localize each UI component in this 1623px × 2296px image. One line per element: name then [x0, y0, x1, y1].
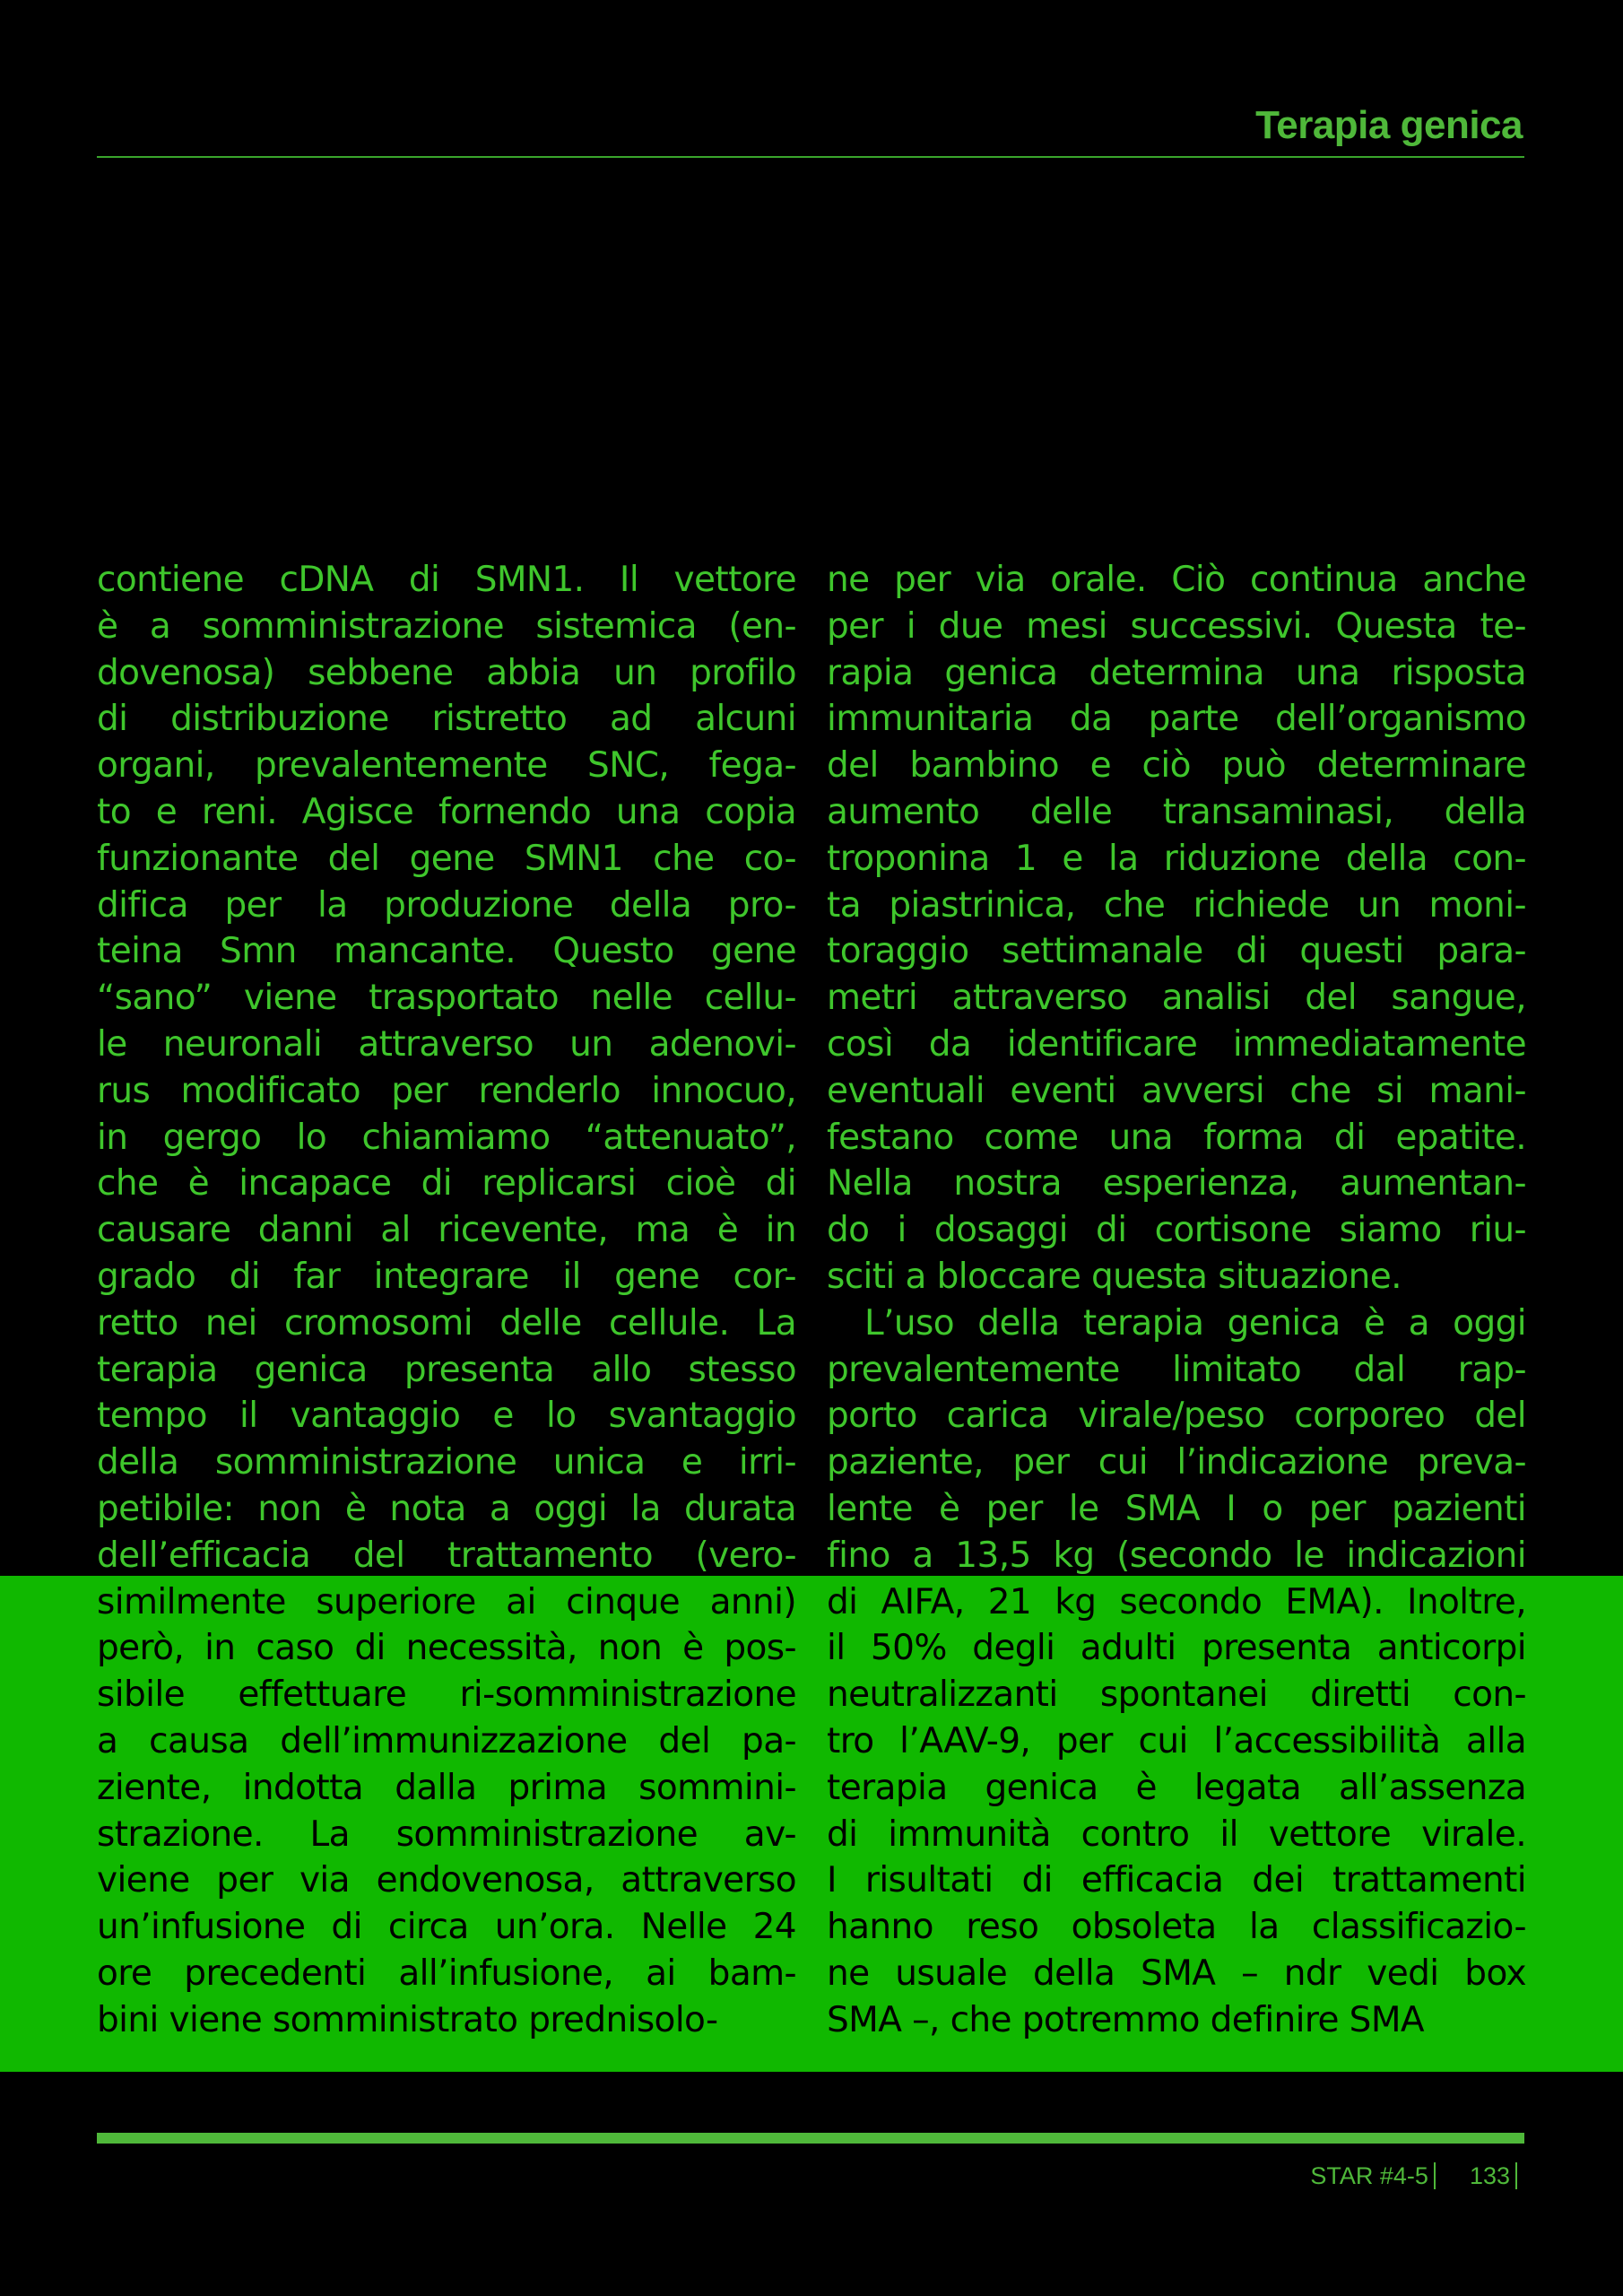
text-line: contiene cDNA di SMN1. Il vettore	[97, 560, 796, 600]
text-line: tempo il vantaggio e lo svantaggio	[97, 1396, 796, 1437]
text-line: a causa dell’immunizzazione del pa-	[97, 1720, 796, 1761]
text-line: causare danni al ricevente, ma è in	[97, 1210, 796, 1251]
text-line: sibile effettuare ri-somministrazione	[97, 1674, 796, 1716]
footer-separator	[1515, 2162, 1517, 2189]
text-line: di distribuzione ristretto ad alcuni	[97, 699, 796, 740]
text-line: Nella nostra esperienza, aumentan-	[827, 1163, 1526, 1205]
text-line: I risultati di efficacia dei trattamenti	[827, 1860, 1526, 1901]
text-line: ta piastrinica, che richiede un moni-	[827, 884, 1526, 926]
text-line: retto nei cromosomi delle cellule. La	[97, 1302, 796, 1344]
text-line: per i due mesi successivi. Questa te-	[827, 605, 1526, 647]
text-line: funzionante del gene SMN1 che co-	[97, 838, 796, 879]
text-line: SMA –, che potremmo definire SMA	[827, 1999, 1424, 2040]
text-line: immunitaria da parte dell’organismo	[827, 699, 1526, 740]
text-line: teina Smn mancante. Questo gene	[97, 931, 796, 972]
text-line: di AIFA, 21 kg secondo EMA). Inoltre,	[827, 1581, 1526, 1622]
text-line: “sano” viene trasportato nelle cellu-	[97, 978, 796, 1019]
text-line: fino a 13,5 kg (secondo le indicazioni	[827, 1535, 1526, 1576]
footer-rule	[97, 2133, 1524, 2144]
text-line: viene per via endovenosa, attraverso	[97, 1860, 796, 1901]
header-title: Terapia genica	[1255, 103, 1523, 147]
text-line: do i dosaggi di cortisone siamo riu-	[827, 1210, 1526, 1251]
text-line: troponina 1 e la riduzione della con-	[827, 838, 1526, 879]
text-line: il 50% degli adulti presenta anticorpi	[827, 1628, 1526, 1669]
text-line: eventuali eventi avversi che si mani-	[827, 1070, 1526, 1111]
text-line: è a somministrazione sistemica (en-	[97, 605, 796, 647]
header-rule	[97, 156, 1524, 158]
text-line: così da identificare immediatamente	[827, 1023, 1526, 1065]
text-line: petibile: non è nota a oggi la durata	[97, 1488, 796, 1529]
footer-page-number: 133	[1469, 2161, 1510, 2189]
text-line: ore precedenti all’infusione, ai bam-	[97, 1952, 796, 1994]
text-line: di immunità contro il vettore virale.	[827, 1813, 1526, 1855]
text-line: organi, prevalentemente SNC, fega-	[97, 745, 796, 787]
text-line: bini viene somministrato prednisolo-	[97, 1999, 718, 2040]
text-line: festano come una forma di epatite.	[827, 1117, 1526, 1158]
footer-separator	[1434, 2162, 1436, 2189]
text-line: in gergo lo chiamiamo “attenuato”,	[97, 1117, 796, 1158]
text-line: rapia genica determina una risposta	[827, 652, 1526, 693]
text-line: tro l’AAV-9, per cui l’accessibilità alla	[827, 1720, 1526, 1761]
text-line: prevalentemente limitato dal rap-	[827, 1349, 1526, 1390]
text-line: sciti a bloccare questa situazione.	[827, 1256, 1402, 1297]
text-line: difica per la produzione della pro-	[97, 884, 796, 926]
text-line: hanno reso obsoleta la classificazio-	[827, 1907, 1526, 1948]
text-line: similmente superiore ai cinque anni)	[97, 1581, 796, 1622]
text-line: porto carica virale/peso corporeo del	[827, 1396, 1526, 1437]
text-line: strazione. La somministrazione av-	[97, 1813, 796, 1855]
text-line: del bambino e ciò può determinare	[827, 745, 1526, 787]
text-line: terapia genica presenta allo stesso	[97, 1349, 796, 1390]
text-line: un’infusione di circa un’ora. Nelle 24	[97, 1907, 796, 1948]
text-line: aumento delle transaminasi, della	[827, 791, 1526, 832]
text-column-right	[827, 557, 1526, 2044]
text-line: ne per via orale. Ciò continua anche	[827, 560, 1526, 600]
text-line: le neuronali attraverso un adenovi-	[97, 1023, 796, 1065]
text-column-left	[97, 557, 796, 2044]
footer	[1310, 2156, 1526, 2196]
text-line: della somministrazione unica e irri-	[97, 1442, 796, 1483]
text-line: che è incapace di replicarsi cioè di	[97, 1163, 796, 1205]
text-line: metri attraverso analisi del sangue,	[827, 978, 1526, 1019]
text-line: lente è per le SMA I o per pazienti	[827, 1488, 1526, 1529]
text-line: paziente, per cui l’indicazione preva-	[827, 1442, 1526, 1483]
text-line: neutralizzanti spontanei diretti con-	[827, 1674, 1526, 1716]
text-line: dovenosa) sebbene abbia un profilo	[97, 652, 796, 693]
text-line: terapia genica è legata all’assenza	[827, 1767, 1526, 1808]
text-line: però, in caso di necessità, non è pos-	[97, 1628, 796, 1669]
text-line: rus modificato per renderlo innocuo,	[97, 1070, 796, 1111]
text-line: to e reni. Agisce fornendo una copia	[97, 791, 796, 832]
text-line: ziente, indotta dalla prima sommini-	[97, 1767, 796, 1808]
text-line: toraggio settimanale di questi para-	[827, 931, 1526, 972]
text-line: grado di far integrare il gene cor-	[97, 1256, 796, 1297]
text-line: L’uso della terapia genica è a oggi	[864, 1302, 1526, 1344]
footer-magazine: STAR #4-5	[1310, 2161, 1428, 2189]
text-line: dell’efficacia del trattamento (vero-	[97, 1535, 796, 1576]
text-line: ne usuale della SMA – ndr vedi box	[827, 1952, 1526, 1994]
